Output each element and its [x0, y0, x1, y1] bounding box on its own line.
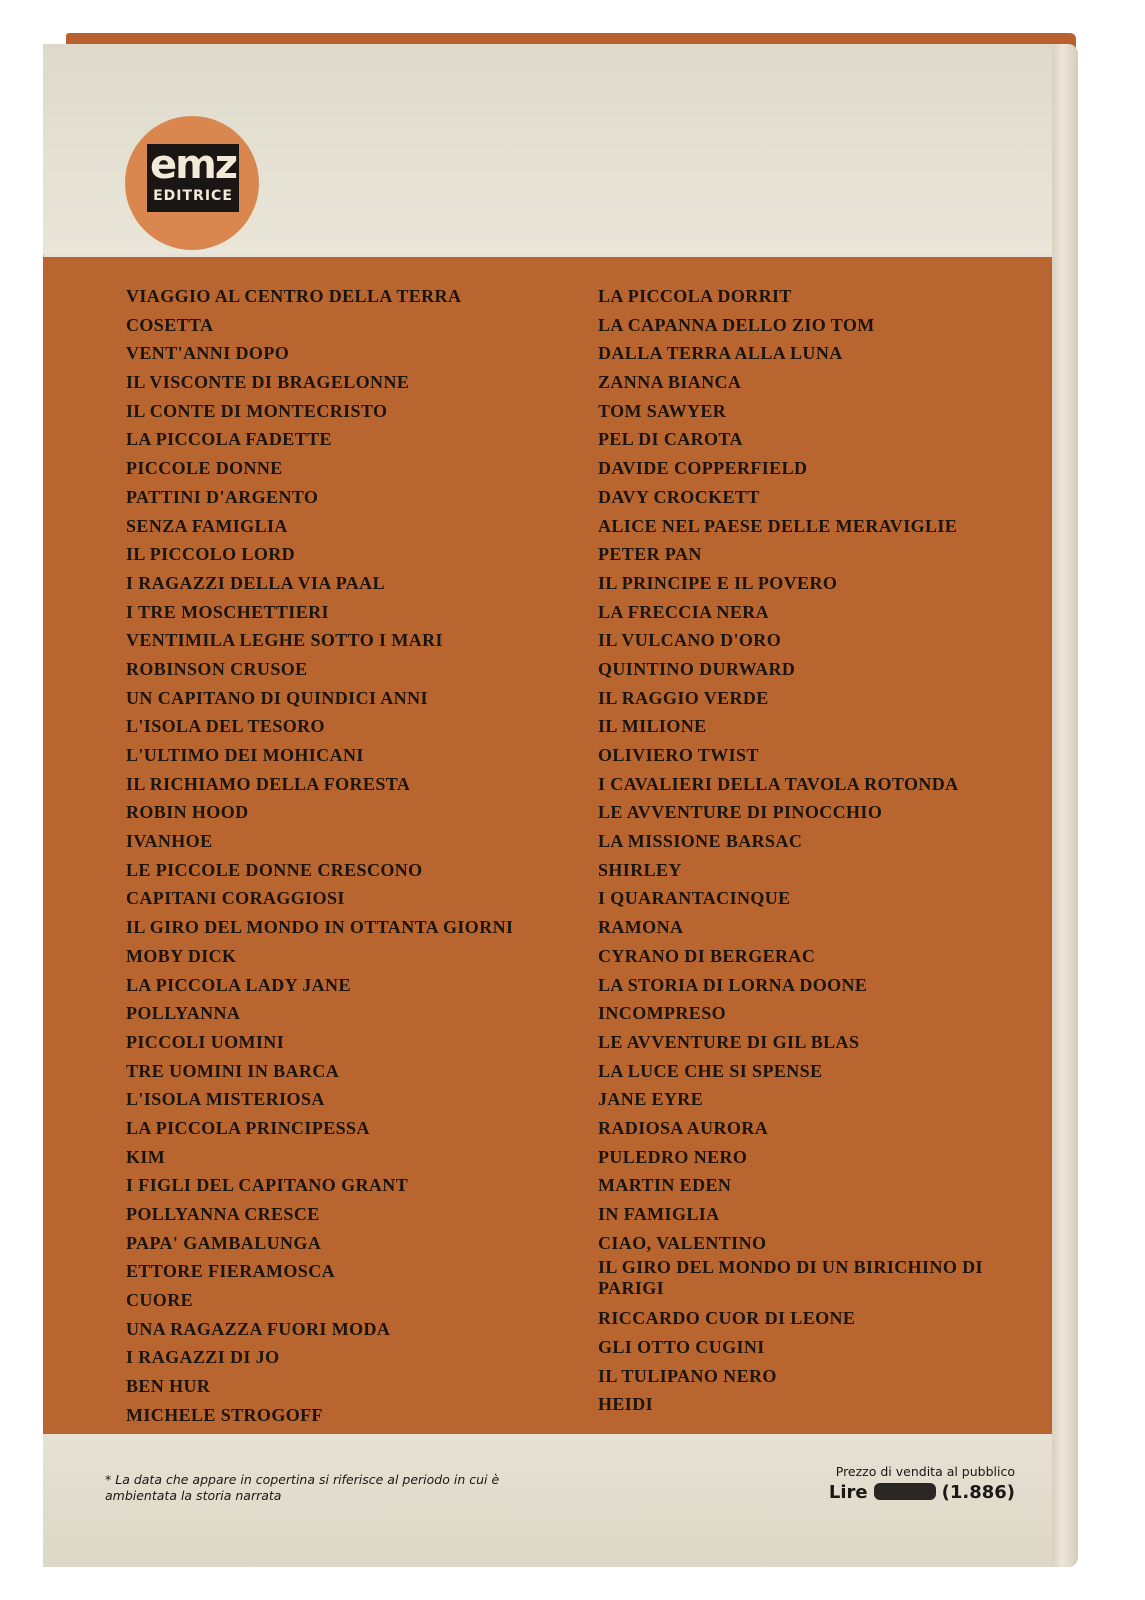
- spine-edge: [1052, 44, 1078, 1567]
- book-title: TRE UOMINI IN BARCA: [126, 1060, 340, 1081]
- book-title: I CAVALIERI DELLA TAVOLA ROTONDA: [598, 773, 959, 794]
- book-title: LE AVVENTURE DI PINOCCHIO: [598, 802, 883, 823]
- top-band: [43, 44, 1052, 254]
- logo-block: [147, 144, 239, 212]
- book-title: HEIDI: [598, 1394, 654, 1415]
- book-title: L'ULTIMO DEI MOHICANI: [126, 745, 364, 765]
- logo-subtitle: EDITRICE: [153, 188, 233, 204]
- book-title: PICCOLI UOMINI: [126, 1031, 285, 1052]
- book-title: CIAO, VALENTINO: [598, 1232, 767, 1253]
- book-title: MICHELE STROGOFF: [126, 1404, 323, 1425]
- book-title: I RAGAZZI DELLA VIA PAAL: [126, 572, 385, 593]
- book-title: IL GIRO DEL MONDO DI UN BIRICHINO DI PARIGI: [598, 1257, 983, 1299]
- book-title: CUORE: [126, 1290, 194, 1311]
- book-title: IL RAGGIO VERDE: [598, 687, 769, 708]
- book-title: LA STORIA DI LORNA DOONE: [598, 974, 868, 995]
- price-currency: Lire: [828, 1482, 868, 1503]
- book-title: RICCARDO CUOR DI LEONE: [598, 1308, 856, 1329]
- title-list-right: [598, 282, 1018, 1419]
- book-title: DAVY CROCKETT: [598, 486, 760, 507]
- book-title: CAPITANI CORAGGIOSI: [126, 888, 345, 909]
- book-title: LE AVVENTURE DI GIL BLAS: [598, 1031, 860, 1052]
- book-title: IL MILIONE: [598, 716, 707, 737]
- book-title: OLIVIERO TWIST: [598, 745, 759, 765]
- book-title: ZANNA BIANCA: [598, 372, 742, 393]
- book-title: GLI OTTO CUGINI: [598, 1337, 765, 1358]
- book-title: COSETTA: [126, 314, 214, 335]
- book-title: UN CAPITANO DI QUINDICI ANNI: [126, 687, 428, 708]
- book-back-cover: [43, 44, 1078, 1567]
- book-title: MOBY DICK: [126, 945, 237, 966]
- book-title: KIM: [126, 1146, 166, 1167]
- book-title: IL VISCONTE DI BRAGELONNE: [126, 372, 410, 393]
- book-title: IL RICHIAMO DELLA FORESTA: [126, 773, 411, 794]
- title-list-left: [126, 282, 513, 1458]
- book-title: PAPA' GAMBALUNGA: [126, 1232, 322, 1253]
- book-title: L'ISOLA MISTERIOSA: [126, 1089, 325, 1110]
- bottom-band: [43, 1434, 1052, 1567]
- book-title: TOM SAWYER: [598, 400, 727, 421]
- publisher-logo: [125, 116, 259, 250]
- book-title: CYRANO DI BERGERAC: [598, 945, 816, 966]
- book-title: I TRE MOSCHETTIERI: [126, 601, 329, 622]
- book-title: L'ISOLA DEL TESORO: [126, 716, 325, 737]
- footnote: * La data che appare in copertina si riferisce al periodo in cui è ambientata la storia narrata: [105, 1472, 500, 1503]
- book-title: LA FRECCIA NERA: [598, 601, 770, 622]
- book-title: BEN HUR: [126, 1376, 211, 1397]
- book-title: JANE EYRE: [598, 1089, 704, 1110]
- price-label: Prezzo di vendita al pubblico: [835, 1464, 1015, 1479]
- book-title: PEL DI CAROTA: [598, 429, 743, 450]
- book-title: DAVIDE COPPERFIELD: [598, 458, 808, 479]
- book-title: SENZA FAMIGLIA: [126, 515, 288, 536]
- book-title: IL PICCOLO LORD: [126, 544, 296, 565]
- book-title: PATTINI D'ARGENTO: [126, 486, 319, 507]
- book-title: IL CONTE DI MONTECRISTO: [126, 400, 388, 421]
- book-title: PICCOLE DONNE: [126, 458, 283, 479]
- book-title: UNA RAGAZZA FUORI MODA: [126, 1318, 391, 1339]
- book-title: LA PICCOLA FADETTE: [126, 429, 332, 450]
- book-title: VIAGGIO AL CENTRO DELLA TERRA: [126, 286, 462, 306]
- book-title: QUINTINO DURWARD: [598, 658, 796, 679]
- book-title: LA PICCOLA DORRIT: [598, 286, 792, 306]
- book-title: IL TULIPANO NERO: [598, 1365, 777, 1386]
- book-title: LA MISSIONE BARSAC: [598, 831, 803, 852]
- book-title: POLLYANNA CRESCE: [126, 1204, 320, 1224]
- book-title: IL GIRO DEL MONDO IN OTTANTA GIORNI: [126, 917, 514, 938]
- book-title: I QUARANTACINQUE: [598, 888, 791, 909]
- book-title: LA PICCOLA PRINCIPESSA: [126, 1117, 370, 1138]
- book-title: ETTORE FIERAMOSCA: [126, 1261, 336, 1282]
- book-title: IN FAMIGLIA: [598, 1204, 720, 1224]
- book-title: LA PICCOLA LADY JANE: [126, 974, 351, 995]
- logo-mark: emz: [149, 142, 237, 188]
- book-title: ROBINSON CRUSOE: [126, 658, 308, 679]
- book-title: PETER PAN: [598, 544, 702, 565]
- book-title: RADIOSA AURORA: [598, 1117, 769, 1138]
- book-title: DALLA TERRA ALLA LUNA: [598, 343, 843, 364]
- book-title: IVANHOE: [126, 831, 213, 852]
- book-title: ROBIN HOOD: [126, 802, 249, 823]
- price-line: [810, 1482, 1015, 1503]
- book-title: I RAGAZZI DI JO: [126, 1347, 280, 1368]
- price-sticker-blot: [874, 1483, 936, 1500]
- book-title: IL VULCANO D'ORO: [598, 630, 782, 651]
- book-title: LA CAPANNA DELLO ZIO TOM: [598, 314, 875, 335]
- book-title: PULEDRO NERO: [598, 1146, 748, 1167]
- book-title: SHIRLEY: [598, 859, 682, 880]
- book-title: RAMONA: [598, 917, 684, 938]
- book-title: LA LUCE CHE SI SPENSE: [598, 1060, 823, 1081]
- book-title: MARTIN EDEN: [598, 1175, 732, 1196]
- book-title: POLLYANNA: [126, 1003, 241, 1024]
- book-title: I FIGLI DEL CAPITANO GRANT: [126, 1175, 409, 1196]
- book-title: ALICE NEL PAESE DELLE MERAVIGLIE: [598, 515, 958, 536]
- book-title: INCOMPRESO: [598, 1003, 727, 1024]
- book-title: IL PRINCIPE E IL POVERO: [598, 572, 838, 593]
- title-list-panel: [43, 257, 1052, 1434]
- book-title: VENTIMILA LEGHE SOTTO I MARI: [126, 630, 443, 651]
- book-title: LE PICCOLE DONNE CRESCONO: [126, 859, 423, 880]
- price-amount: (1.886): [941, 1482, 1015, 1503]
- book-title: VENT'ANNI DOPO: [126, 343, 290, 364]
